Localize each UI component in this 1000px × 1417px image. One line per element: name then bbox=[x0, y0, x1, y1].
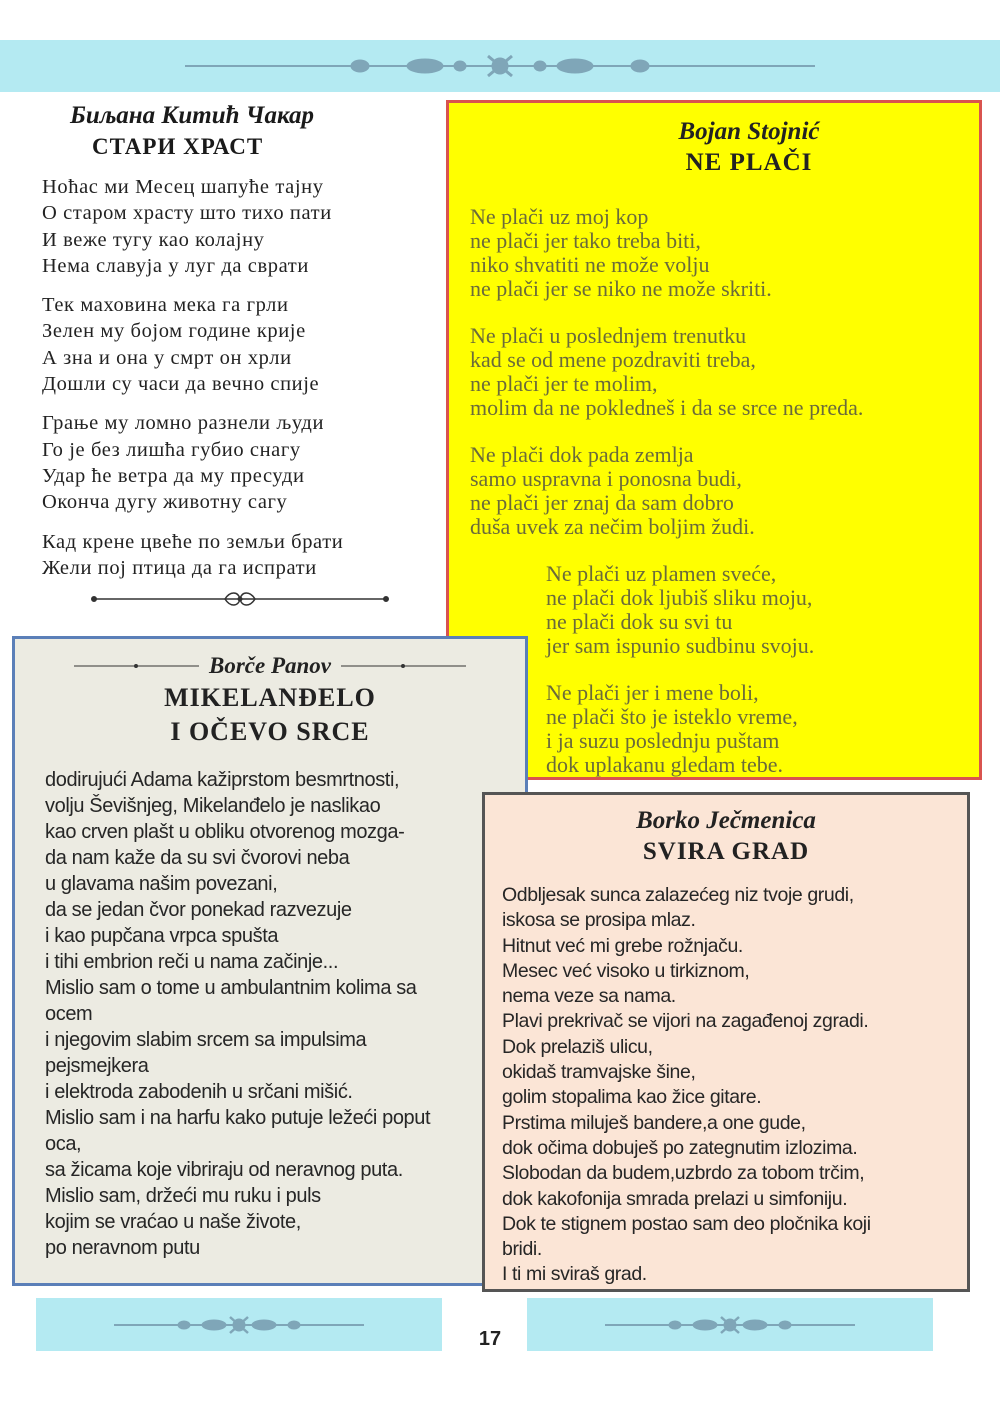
poem-line: Зелен му бојом године крије bbox=[42, 320, 306, 343]
stanza bbox=[470, 681, 979, 777]
poem-line: bridi. bbox=[502, 1238, 542, 1261]
stanza bbox=[470, 562, 979, 658]
poem-line: volju Ševišnjeg, Mikelanđelo je naslikao bbox=[45, 795, 381, 817]
right-ornament-line-icon bbox=[341, 662, 466, 670]
ornament-divider-icon bbox=[605, 1314, 855, 1336]
poem-line: И веже тугу као колајну bbox=[42, 228, 265, 251]
poem-line: Дошли су часи да вечно спије bbox=[42, 373, 320, 396]
poem-line: ocem bbox=[45, 1003, 93, 1025]
poem-author: Bojan Stojnić bbox=[678, 118, 820, 145]
bottom-decorative-band-left bbox=[36, 1298, 442, 1351]
poem-title-line-2: I OČEVO SRCE bbox=[170, 717, 370, 746]
stanza bbox=[42, 529, 442, 582]
poem-author: Borče Panov bbox=[208, 653, 331, 678]
poem-line: Dok te stignem postao sam deo pločnika koji bbox=[502, 1212, 871, 1235]
poem-line: Грање му ломно разнели људи bbox=[42, 412, 325, 435]
poem-line: niko shvatiti ne može volju bbox=[470, 252, 710, 277]
poem-author: Borko Ječmenica bbox=[636, 807, 816, 834]
poem-line: Го је без лишћа губио снагу bbox=[42, 438, 301, 461]
poem-line: da se jedan čvor ponekad razvezuje bbox=[45, 899, 352, 921]
poem-line: ne plači dok ljubiš sliku moju, bbox=[546, 585, 813, 610]
poem-line: ne plači jer tako treba biti, bbox=[470, 228, 701, 253]
poem-line: dok uplakanu gledam tebe. bbox=[546, 752, 784, 777]
poem-line: Mislio sam i na harfu kako putuje ležeći poput bbox=[45, 1107, 431, 1129]
poem-line: ne plači jer znaj da sam dobro bbox=[470, 490, 734, 515]
ornament-divider-icon bbox=[114, 1314, 364, 1336]
poem-line: po neravnom putu bbox=[45, 1237, 200, 1259]
poem-line: Dok prelaziš ulicu, bbox=[502, 1035, 653, 1058]
poem-line: Ne plači uz moj kop bbox=[470, 204, 649, 229]
poem-line: Жели пој птица да га испрати bbox=[42, 556, 317, 579]
page-number: 17 bbox=[478, 1328, 502, 1350]
poem-line: Mesec već visoko u tirkiznom, bbox=[502, 959, 750, 982]
poem-line: i ja suzu poslednju puštam bbox=[546, 728, 780, 753]
stanza bbox=[470, 443, 979, 539]
poem-line: samo uspravna i ponosna budi, bbox=[470, 466, 742, 491]
poem-line: Ne plači u poslednjem trenutku bbox=[470, 323, 747, 348]
poem-stari-hrast bbox=[42, 100, 442, 612]
stanza bbox=[42, 174, 442, 279]
poem-line: u glavama našim povezani, bbox=[45, 873, 278, 895]
stanza bbox=[470, 324, 979, 420]
poem-line: ne plači jer te molim, bbox=[470, 371, 658, 396]
poem-line: kao crven plašt u obliku otvorenog mozga- bbox=[45, 821, 405, 843]
poem-line: i elektroda zabodenih u srčani mišić. bbox=[45, 1081, 353, 1103]
poem-line: molim da ne pokledneš i da se srce ne preda. bbox=[470, 395, 864, 420]
top-decorative-band bbox=[0, 40, 1000, 92]
poem-line: Ne plači dok pada zemlja bbox=[470, 442, 694, 467]
poem-line: duša uvek za nečim boljim žudi. bbox=[470, 514, 755, 539]
poem-title-line-1: MIKELANĐELO bbox=[164, 683, 376, 712]
poem-line: dok kakofonija smrada prelazi u simfoniju. bbox=[502, 1187, 848, 1210]
poem-line: Удар ће ветра да му пресуди bbox=[42, 464, 305, 487]
stanza bbox=[42, 292, 442, 397]
poem-line: Slobodan da budem,uzbrdo za tobom trčim, bbox=[502, 1162, 865, 1185]
poem-line: oca, bbox=[45, 1133, 82, 1155]
poem-line: i tihi embrion reči u nama začinje... bbox=[45, 951, 339, 973]
poem-line: Кад крене цвеће по земљи брати bbox=[42, 530, 344, 553]
ornament-divider-icon bbox=[185, 52, 815, 80]
poem-title: NE PLAČI bbox=[685, 149, 813, 176]
poem-line: iskosa se prosipa mlaz. bbox=[502, 909, 696, 932]
poem-title: SVIRA GRAD bbox=[642, 838, 810, 865]
poem-line: Ноћас ми Месец шапуће тајну bbox=[42, 176, 324, 198]
poem-line: ne plači jer se niko ne može skriti. bbox=[470, 276, 772, 301]
poem-line: okidaš tramvajske šine, bbox=[502, 1061, 696, 1084]
poem-line: О старом храсту што тихо пати bbox=[42, 202, 332, 225]
left-ornament-line-icon bbox=[74, 662, 199, 670]
poem-line: nema veze sa nama. bbox=[502, 985, 676, 1008]
poem-line: dodirujući Adama kažiprstom besmrtnosti, bbox=[45, 769, 400, 791]
poem-line: ne plači dok su svi tu bbox=[546, 609, 733, 634]
poem-line: ne plači što je isteklo vreme, bbox=[546, 704, 798, 729]
poem-line: Hitnut već mi grebe rožnjaču. bbox=[502, 934, 743, 957]
flourish-divider-icon bbox=[90, 591, 390, 607]
poem-line: I ti mi sviraš grad. bbox=[502, 1263, 647, 1286]
poem-line: Mislio sam o tome u ambulantnim kolima sa bbox=[45, 977, 417, 999]
poem-line: Odbljesak sunca zalazećeg niz tvoje grudi, bbox=[502, 884, 854, 906]
poem-line: Тек маховина мека га грли bbox=[42, 294, 289, 317]
poem-line: da nam kaže da su svi čvorovi neba bbox=[45, 847, 350, 869]
bottom-decorative-band-right bbox=[527, 1298, 933, 1351]
poem-line: kad se od mene pozdraviti treba, bbox=[470, 347, 756, 372]
poem-line: Plavi prekrivač se vijori na zagađenoj zgradi. bbox=[502, 1010, 869, 1033]
stanza bbox=[470, 205, 979, 301]
poem-line: Mislio sam, držeći mu ruku i puls bbox=[45, 1185, 321, 1207]
poem-title: СТАРИ ХРАСТ bbox=[92, 134, 264, 159]
poem-line: Оконча дугу животну сагу bbox=[42, 491, 288, 514]
poem-svira-grad-box bbox=[482, 792, 970, 1292]
poem-line: dok očima dobuješ po zategnutim izlozima. bbox=[502, 1136, 858, 1159]
poem-line: golim stopalima kao žice gitare. bbox=[502, 1086, 762, 1109]
poem-line: Ne plači jer i mene boli, bbox=[546, 680, 759, 705]
poem-line: i njegovim slabim srcem sa impulsima bbox=[45, 1029, 367, 1051]
poem-line: Нема славуја у луг да сврати bbox=[42, 254, 309, 277]
poem-text bbox=[485, 883, 967, 1288]
poem-line: kojim se vraćao u naše živote, bbox=[45, 1211, 301, 1233]
poem-text bbox=[15, 767, 525, 1261]
poem-line: jer sam ispunio sudbinu svoju. bbox=[546, 633, 815, 658]
poem-author: Биљана Китић Чакар bbox=[70, 102, 315, 129]
poem-line: sa žicama koje vibriraju od neravnog puta. bbox=[45, 1159, 403, 1181]
poem-line: i kao pupčana vrpca spušta bbox=[45, 925, 279, 947]
poem-mikelandjelo-box bbox=[12, 636, 528, 1286]
poem-line: pejsmejkera bbox=[45, 1055, 149, 1077]
poem-line: А зна и она у смрт он хрли bbox=[42, 346, 292, 369]
stanza bbox=[42, 410, 442, 515]
poem-line: Prstima miluješ bandere,a one gude, bbox=[502, 1111, 806, 1134]
poem-line: Ne plači uz plamen sveće, bbox=[546, 561, 777, 586]
